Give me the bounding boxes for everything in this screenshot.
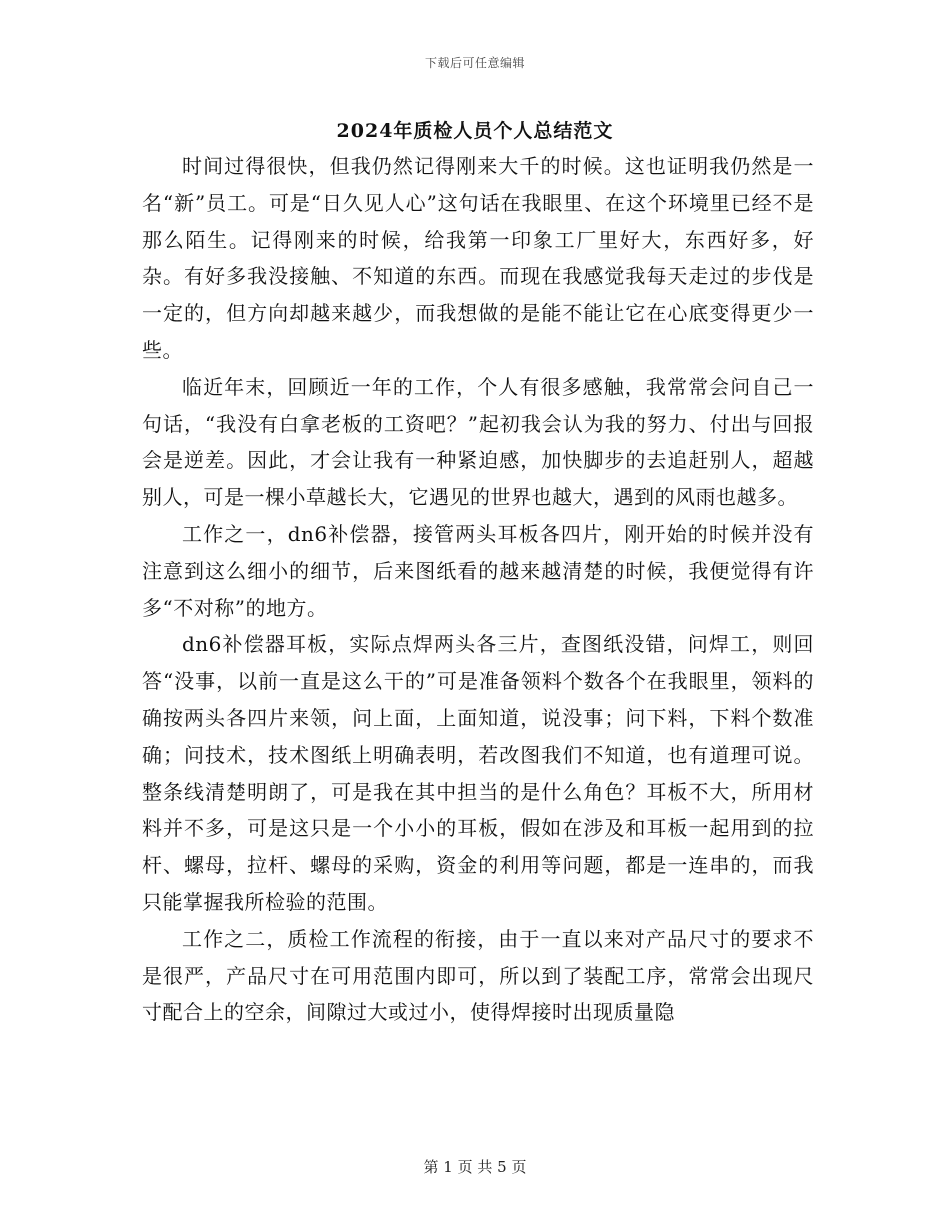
header-note: 下载后可任意编辑: [424, 56, 525, 70]
paragraph: 临近年末，回顾近一年的工作，个人有很多感触，我常常会问自己一句话，“我没有白拿老板的工资吧？”起初我会认为我的努力、付出与回报会是逆差。因此，才会让我有一种紧迫感，加快脚步的去追赶别人，超越别人，可是一棵小草越长大，它遇见的世界也越大，遇到的风雨也越多。: [142, 374, 814, 510]
document-title: 2024年质检人员个人总结范文: [336, 120, 614, 142]
document-body: [142, 148, 814, 1031]
paragraph: dn6补偿器耳板，实际点焊两头各三片，查图纸没错，问焊工，则回答“没事，以前一直是这么干的”可是准备领料个数各个在我眼里，领料的确按两头各四片来领，问上面，上面知道，说没事；问下料，下料个数准确；问技术，技术图纸上明确表明，若改图我们不知道，也有道理可说。整条线清楚明朗了，可是我在其中担当的是什么角色？耳板不大，所用材料并不多，可是这只是一个小小的耳板，假如在涉及和耳板一起用到的拉杆、螺母，拉杆、螺母的采购，资金的利用等问题，都是一连串的，而我只能掌握我所检验的范围。: [142, 632, 814, 914]
page-number: 第 1 页 共 5 页: [423, 1158, 527, 1176]
paragraph: 工作之一，dn6补偿器，接管两头耳板各四片，刚开始的时候并没有注意到这么细小的细节，后来图纸看的越来越清楚的时候，我便觉得有许多“不对称”的地方。: [142, 521, 814, 620]
paragraph: 工作之二，质检工作流程的衔接，由于一直以来对产品尺寸的要求不是很严，产品尺寸在可用范围内即可，所以到了装配工序，常常会出现尺寸配合上的空余，间隙过大或过小，使得焊接时出现质量隐: [142, 926, 814, 1025]
paragraph: 时间过得很快，但我仍然记得刚来大千的时候。这也证明我仍然是一名“新”员工。可是“日久见人心”这句话在我眼里、在这个环境里已经不是那么陌生。记得刚来的时候，给我第一印象工厂里好大，东西好多，好杂。有好多我没接触、不知道的东西。而现在我感觉我每天走过的步伐是一定的，但方向却越来越少，而我想做的是能不能让它在心底变得更少一些。: [142, 154, 814, 362]
